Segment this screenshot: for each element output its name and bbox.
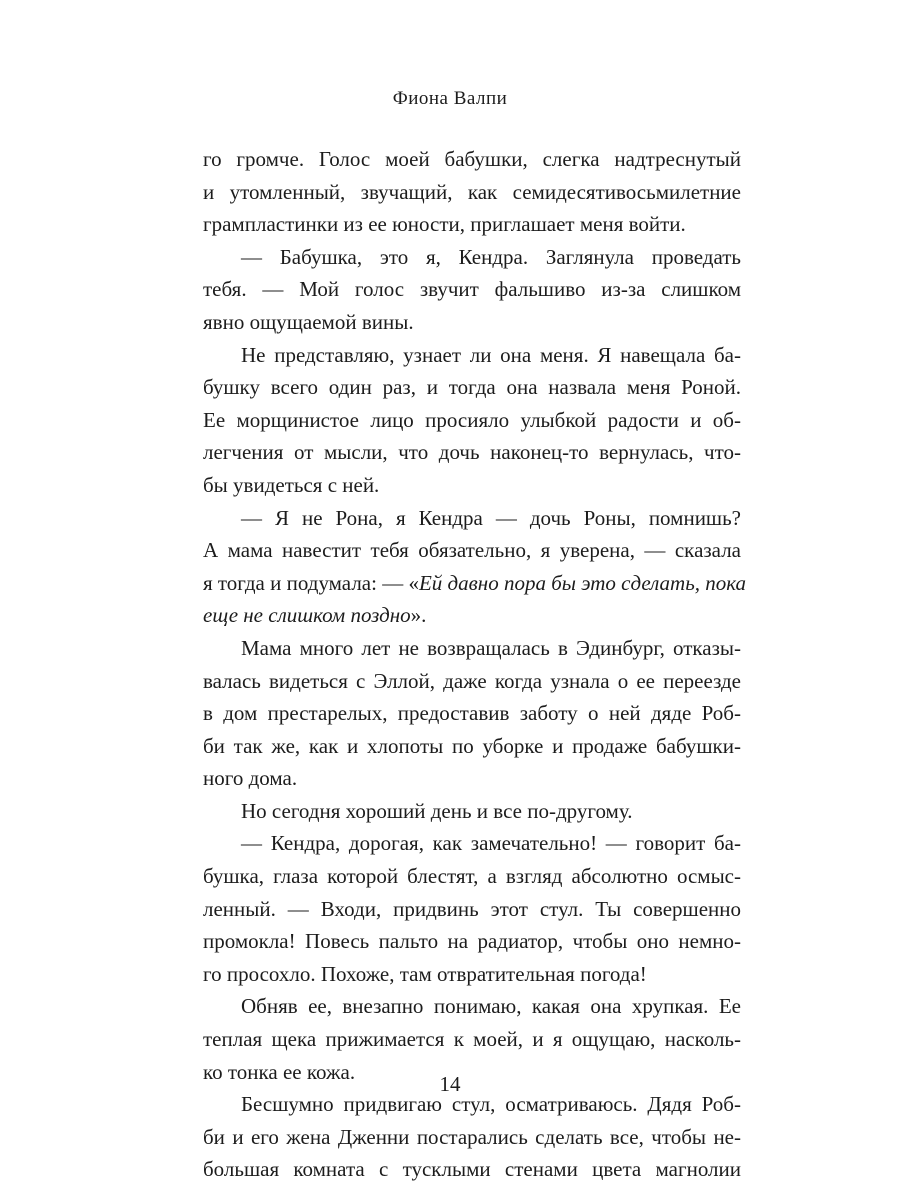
text-line xyxy=(203,339,741,372)
text-segment: и утомленный, звучащий, как семидесятивосьмилетние xyxy=(203,179,741,204)
text-segment: промокла! Повесь пальто на радиатор, чтобы оно немно- xyxy=(203,929,741,954)
text-line xyxy=(203,795,741,828)
text-line xyxy=(203,762,741,795)
text-segment: легчения от мысли, что дочь наконец-то вернулась, что- xyxy=(203,440,741,465)
body-text xyxy=(203,143,747,1186)
running-head: Фиона Валпи xyxy=(392,88,508,109)
text-segment: Мама много лет не возвращалась в Эдинбург, отказы- xyxy=(241,635,741,660)
text-line xyxy=(203,697,741,730)
text-segment: би так же, как и хлопоты по уборке и продаже бабушки- xyxy=(203,733,741,758)
text-line xyxy=(203,893,741,926)
text-line xyxy=(203,730,741,763)
text-line xyxy=(203,306,741,339)
text-segment: — Я не Рона, я Кендра — дочь Роны, помнишь? xyxy=(241,505,741,530)
text-segment: тебя. — Мой голос звучит фальшиво из-за слишком xyxy=(203,277,741,302)
text-line xyxy=(203,241,741,274)
text-line xyxy=(203,632,741,665)
page-number: 14 xyxy=(439,1072,461,1096)
text-line xyxy=(203,208,741,241)
text-segment: Бесшумно придвигаю стул, осматриваюсь. Дядя Роб- xyxy=(241,1092,741,1117)
italic-segment: Ей давно пора бы это сделать, пока xyxy=(418,570,747,595)
text-segment: валась видеться с Эллой, даже когда узнала о ее переезде xyxy=(203,668,741,693)
text-segment: явно ощущаемой вины. xyxy=(203,309,414,334)
text-line xyxy=(203,273,741,306)
text-segment: большая комната с тусклыми стенами цвета магнолии xyxy=(203,1157,741,1182)
text-segment: Обняв ее, внезапно понимаю, какая она хрупкая. Ее xyxy=(241,994,741,1019)
text-segment: теплая щека прижимается к моей, и я ощущаю, насколь- xyxy=(203,1027,741,1052)
text-segment: — Кендра, дорогая, как замечательно! — говорит ба- xyxy=(241,831,741,856)
text-line xyxy=(203,860,741,893)
text-line xyxy=(203,469,741,502)
text-segment: го громче. Голос моей бабушки, слегка надтреснутый xyxy=(203,147,741,171)
text-segment: би и его жена Дженни постарались сделать все, чтобы не- xyxy=(203,1124,741,1149)
text-segment: в дом престарелых, предоставив заботу о ней дяде Роб- xyxy=(203,701,741,726)
text-line xyxy=(203,567,747,600)
text-line xyxy=(203,436,741,469)
text-segment: ко тонка ее кожа. xyxy=(203,1059,356,1084)
text-segment: А мама навестит тебя обязательно, я уверена, — сказала xyxy=(203,538,741,563)
text-segment: ленный. — Входи, придвинь этот стул. Ты совершенно xyxy=(203,896,741,921)
text-segment: Ее морщинистое лицо просияло улыбкой радости и об- xyxy=(203,407,741,432)
text-segment: ного дома. xyxy=(203,766,298,791)
text-segment: Но сегодня хороший день и все по-другому. xyxy=(241,798,633,823)
text-segment: бушку всего один раз, и тогда она назвала меня Роной. xyxy=(203,375,741,400)
text-line xyxy=(203,502,741,535)
text-segment: бы увидеться с ней. xyxy=(203,472,380,497)
text-line xyxy=(203,958,741,991)
text-line xyxy=(203,599,741,632)
text-segment: грампластинки из ее юности, приглашает меня войти. xyxy=(203,212,686,237)
italic-segment: еще не слишком поздно xyxy=(203,603,411,628)
text-segment: Не представляю, узнает ли она меня. Я навещала ба- xyxy=(241,342,741,367)
text-segment: го просохло. Похоже, там отвратительная погода! xyxy=(203,961,647,986)
text-line xyxy=(203,1121,741,1154)
text-line xyxy=(203,371,741,404)
text-line xyxy=(203,404,741,437)
text-line xyxy=(203,925,741,958)
text-segment: — Бабушка, это я, Кендра. Заглянула проведать xyxy=(241,244,741,269)
text-line xyxy=(203,665,741,698)
text-line xyxy=(203,176,741,209)
text-line xyxy=(203,534,741,567)
text-segment: бушка, глаза которой блестят, а взгляд абсолютно осмыс- xyxy=(203,864,741,889)
text-line xyxy=(203,143,741,176)
text-line xyxy=(203,827,741,860)
text-line xyxy=(203,990,741,1023)
text-line xyxy=(203,1023,741,1056)
text-segment: я тогда и подумала: — « xyxy=(203,570,419,595)
text-line xyxy=(203,1153,741,1186)
text-segment: ». xyxy=(410,603,427,628)
